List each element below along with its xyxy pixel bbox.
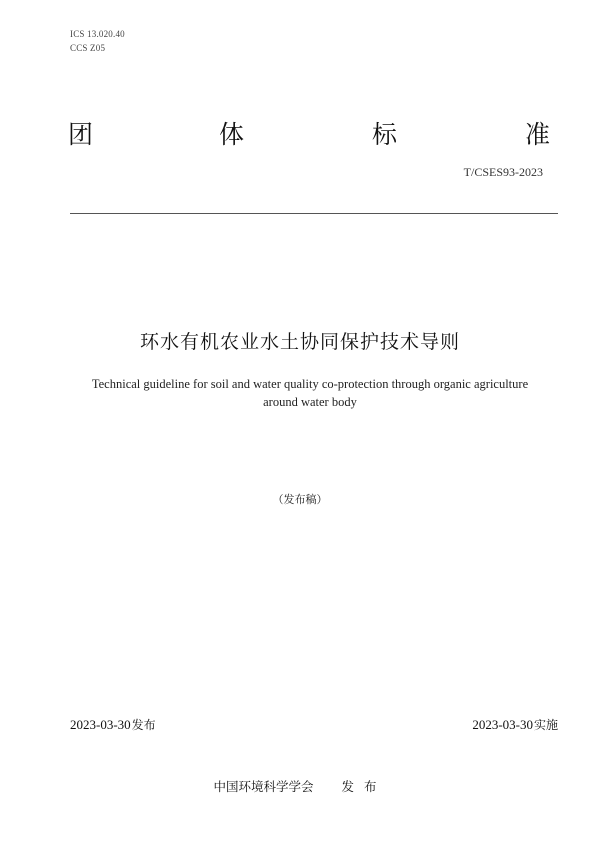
implement-label: 实施 [533,718,558,732]
issuer-name: 中国环境科学学会 [213,779,314,794]
standard-type-char-3: 标 [372,120,398,149]
title-chinese: 环水有机农业水土协同保护技术导则 [139,331,460,353]
ics-code: ICS 13.020.40 [70,29,125,39]
ccs-code: CCS Z05 [70,43,106,53]
standard-type-char-4: 准 [525,120,551,149]
draft-status: （发布稿） [272,493,328,506]
standard-type-char-2: 体 [219,120,245,149]
implement-date: 2023-03-30 [472,717,533,732]
publish-label: 发布 [131,718,156,732]
publish-date-line [70,716,156,733]
issuer-label: 发布 [341,779,387,794]
standard-number: T/CSES93-2023 [463,165,543,179]
issuer-line [0,777,600,795]
title-english: Technical guideline for soil and water quality co-protection through organic agriculture around water body [91,377,529,409]
publish-date: 2023-03-30 [70,717,131,732]
header-divider [70,213,558,214]
standard-type-char-1: 团 [68,120,94,149]
implement-date-line [472,716,558,733]
